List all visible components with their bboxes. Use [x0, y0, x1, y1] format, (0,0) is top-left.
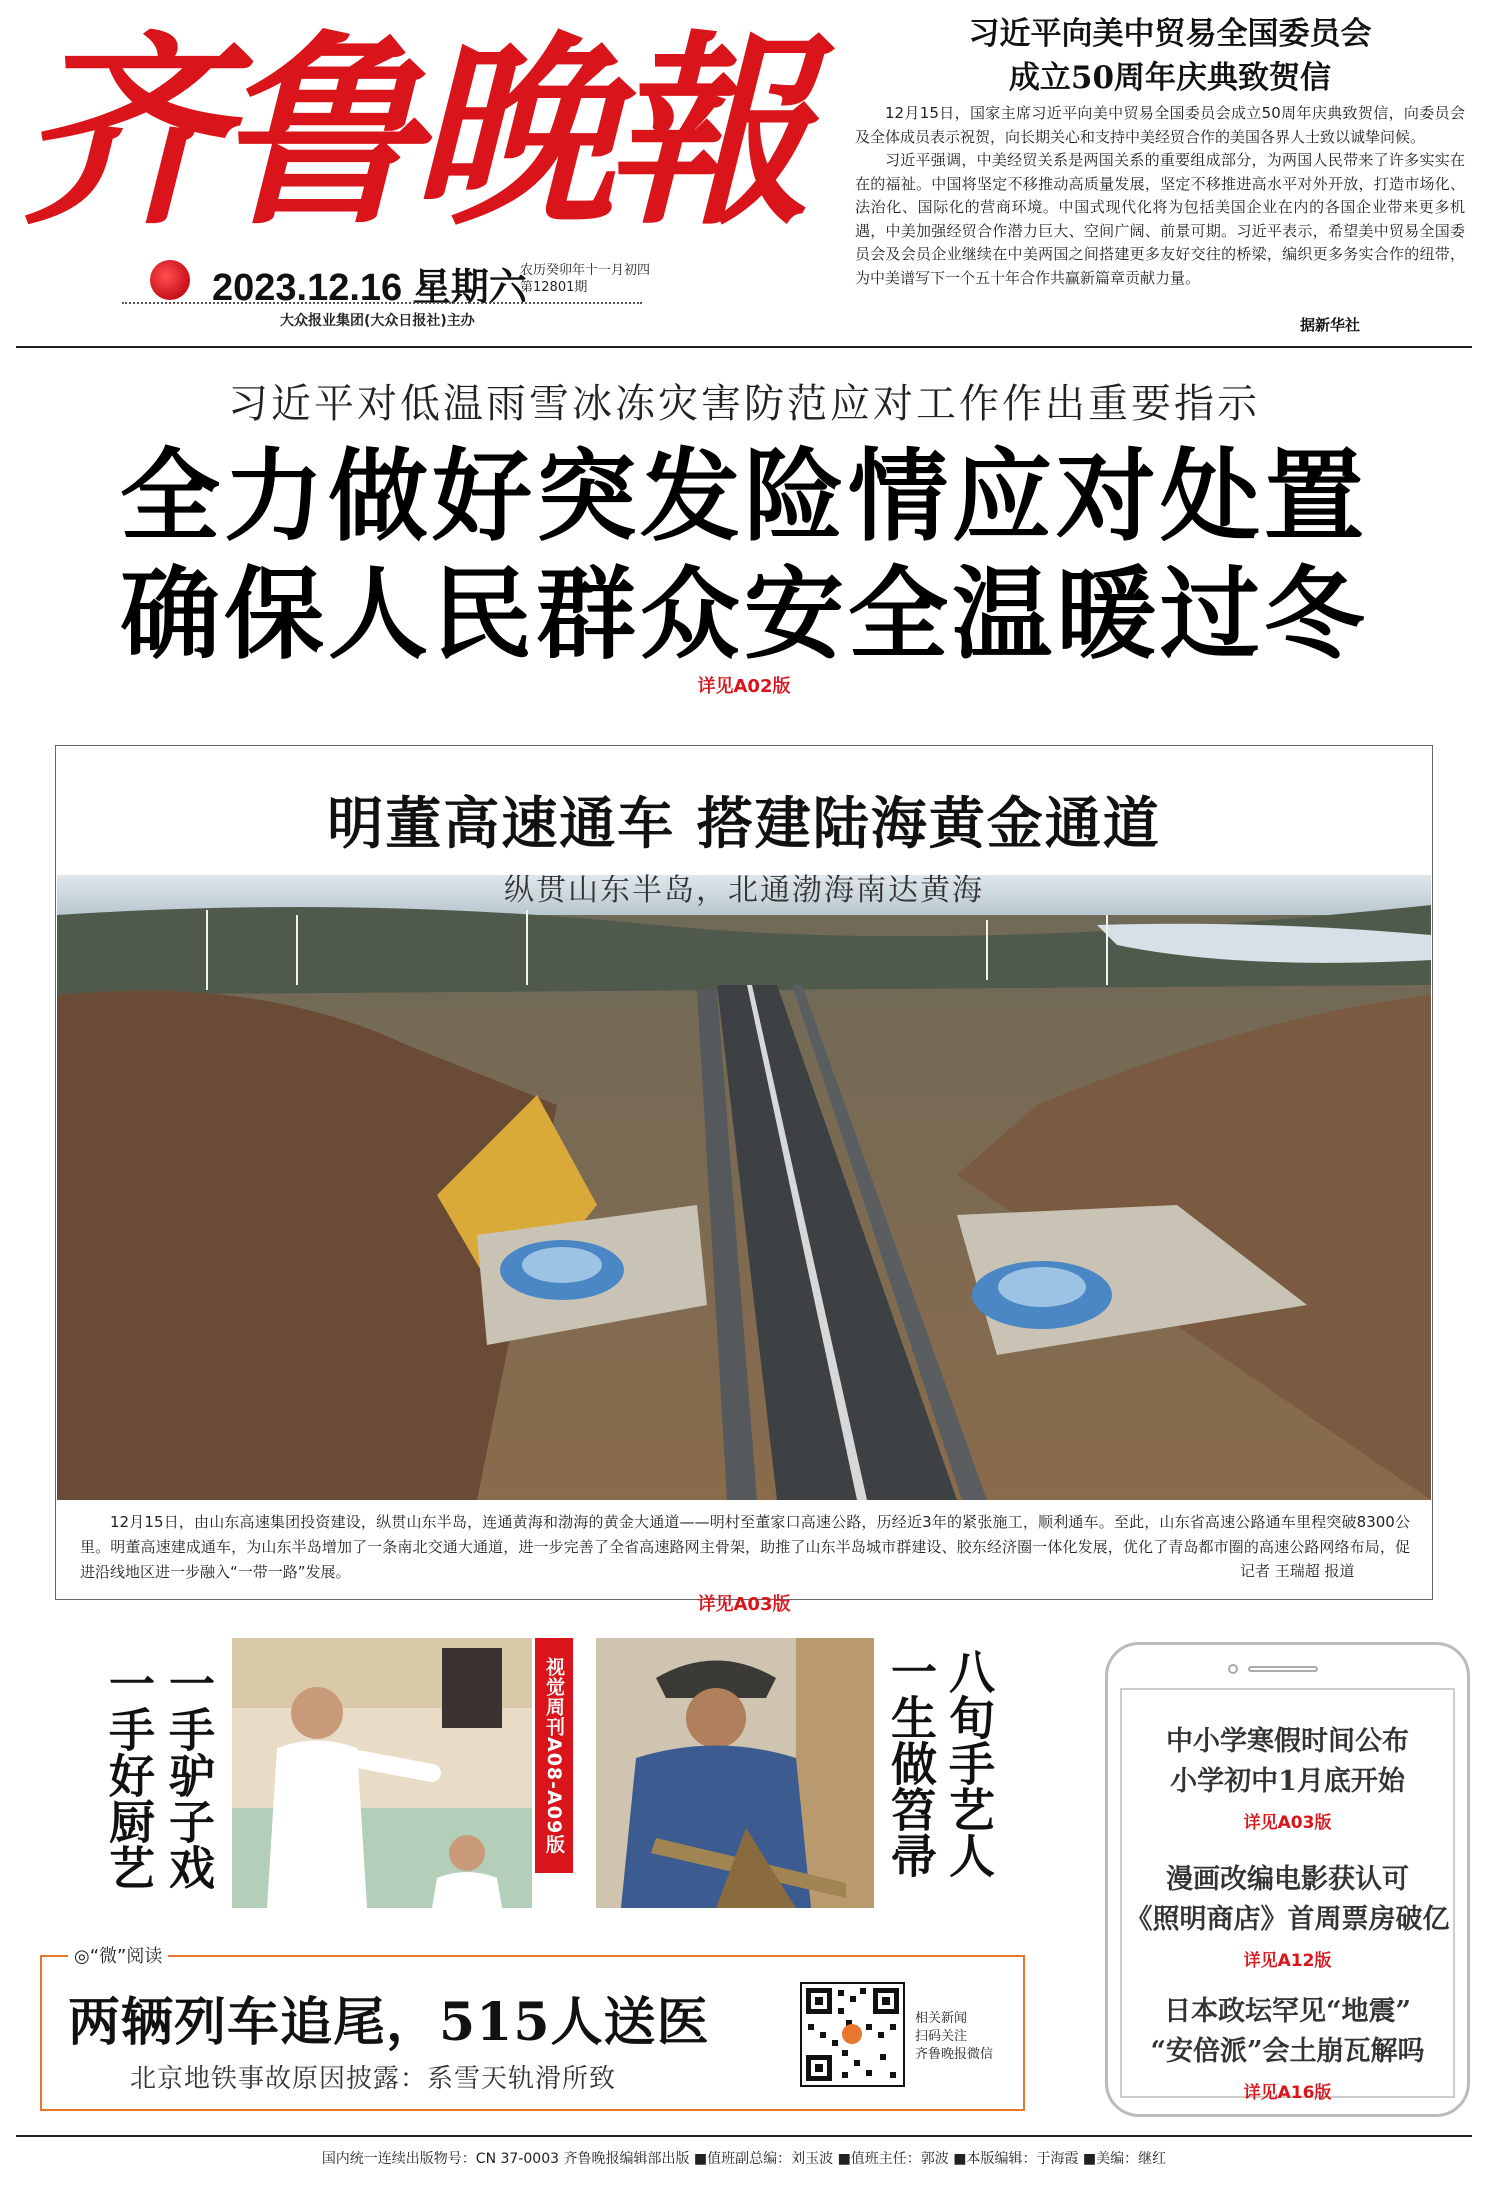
- brief-3-headline[interactable]: [1120, 1992, 1455, 2072]
- lunar-and-issue: [520, 262, 650, 296]
- brief-3-see-page[interactable]: 详见A16版: [1243, 2083, 1332, 2103]
- sponsor-line: 大众报业集团(大众日报社)主办: [280, 313, 475, 329]
- masthead: [20, 8, 860, 258]
- footer-rule: [16, 2135, 1472, 2137]
- logo-icon: [150, 260, 190, 300]
- bottom-headline[interactable]: 两辆列车追尾，515人送医: [68, 1992, 710, 2053]
- craftsman-photo: [596, 1638, 874, 1908]
- photo-see-page[interactable]: 详见A03版: [697, 1594, 791, 1615]
- feature-left-title-a[interactable]: 一手驴子戏: [162, 1660, 216, 1890]
- brief-2-line1: 漫画改编电影获认可: [1166, 1864, 1409, 1895]
- brief-1-line1: 中小学寒假时间公布: [1166, 1726, 1409, 1757]
- photo-caption: 12月15日，由山东高速集团投资建设，纵贯山东半岛，连通黄海和渤海的黄金大通道——明村至董家口高速公路，历经近3年的紧张施工，顺利通车。至此，山东省高速公路通车里程突破8300公里。明董高速建成通车，为山东半岛增加了一条南北交通大通道，进一步完善了全省高速路网主骨架，助推了山东半岛城市群建设、胶东经济圈一体化发展，优化了青岛都市圈的高速公路网络布局，促进沿线地区进一步融入“一带一路”发展。: [80, 1513, 1410, 1581]
- top-story-body: [855, 102, 1465, 290]
- issue-date: 2023.12.16 星期六: [212, 267, 527, 309]
- lead-headline-line1[interactable]: 全力做好突发险情应对处置: [120, 437, 1368, 555]
- masthead-divider: [122, 302, 642, 304]
- brief-3-line1: 日本政坛罕见“地震”: [1163, 1996, 1412, 2027]
- qr-note: [915, 2010, 993, 2064]
- brief-2-see-page[interactable]: 详见A12版: [1243, 1951, 1332, 1971]
- brief-1-line2: 小学初中1月底开始: [1170, 1766, 1405, 1797]
- top-story-headline-line1: 习近平向美中贸易全国委员会: [968, 16, 1372, 52]
- brief-1-headline[interactable]: [1120, 1722, 1455, 1802]
- lead-kicker: 习近平对低温雨雪冰冻灾害防范应对工作作出重要指示: [228, 381, 1260, 427]
- phone-speaker-icon: [1248, 1666, 1318, 1672]
- top-story-paragraph: 习近平强调，中美经贸关系是两国关系的重要组成部分，为两国人民带来了许多实实在在的福祉。中国将坚定不移推动高质量发展，坚定不移推进高水平对外开放，打造市场化、法治化、国际化的营商环境。中国式现代化将为包括美国企业在内的各国企业带来更多机遇，中美加强经贸合作潜力巨大、空间广阔、前景可期。习近平表示，希望美中贸易全国委员会及会员企业继续在中美两国之间搭建更多友好交往的桥梁，编织更多务实合作的纽带，为中美谱写下一个五十年合作共赢新篇章贡献力量。: [855, 151, 1465, 287]
- photo-story-title[interactable]: 明董高速通车 搭建陆海黄金通道: [327, 791, 1161, 857]
- lunar-date: 农历癸卯年十一月初四: [520, 263, 651, 278]
- lead-see-page[interactable]: 详见A02版: [697, 676, 791, 697]
- lead-headline-line2[interactable]: 确保人民群众安全温暖过冬: [120, 555, 1368, 673]
- issue-number: 第12801期: [520, 280, 588, 295]
- header-rule: [16, 346, 1472, 348]
- photo-reporter: 记者 王瑞超 报道: [1240, 1562, 1355, 1580]
- brief-1-see-page[interactable]: 详见A03版: [1243, 1813, 1332, 1833]
- newspaper-title: 齐鲁晚報: [20, 13, 800, 253]
- feature-right-title-a[interactable]: 八旬手艺人: [942, 1648, 996, 1878]
- top-story-source: 据新华社: [1300, 316, 1361, 334]
- visual-weekly-tab[interactable]: 视觉周刊A08-A09版: [535, 1638, 573, 1873]
- brief-2-headline[interactable]: [1120, 1860, 1455, 1940]
- phone-camera-icon: [1228, 1664, 1238, 1674]
- chef-photo: [232, 1638, 532, 1908]
- top-story-headline[interactable]: [880, 12, 1460, 100]
- photo-story-subtitle: 纵贯山东半岛，北通渤海南达黄海: [504, 873, 984, 908]
- brief-3-line2: “安倍派”会土崩瓦解吗: [1150, 2036, 1425, 2067]
- qr-code-icon[interactable]: [800, 1982, 905, 2087]
- feature-left-title-b[interactable]: 一手好厨艺: [102, 1660, 156, 1890]
- brief-2-line2: 《照明商店》首周票房破亿: [1125, 1904, 1450, 1935]
- highway-aerial-photo: [57, 875, 1431, 1500]
- qr-note-line1: 相关新闻: [915, 2011, 968, 2026]
- bottom-subtitle: 北京地铁事故原因披露：系雪天轨滑所致: [130, 2064, 617, 2094]
- qr-note-line3: 齐鲁晚报微信: [915, 2047, 994, 2062]
- feature-right-title-b[interactable]: 一生做笤帚: [884, 1648, 938, 1878]
- top-story-paragraph: 12月15日，国家主席习近平向美中贸易全国委员会成立50周年庆典致贺信，向委员会及全体成员表示祝贺，向长期关心和支持中美经贸合作的美国各界人士致以诚挚问候。: [855, 104, 1465, 146]
- micro-read-label: ◎“微”阅读: [68, 1942, 168, 1968]
- footer-credits: 国内统一连续出版物号：CN 37-0003 齐鲁晚报编辑部出版 ■值班副总编：刘玉波 ■值班主任：郭波 ■本版编辑：于海霞 ■美编：继红: [321, 2151, 1167, 2167]
- qr-note-line2: 扫码关注: [915, 2029, 968, 2044]
- top-story-headline-line2: 成立50周年庆典致贺信: [1008, 60, 1332, 96]
